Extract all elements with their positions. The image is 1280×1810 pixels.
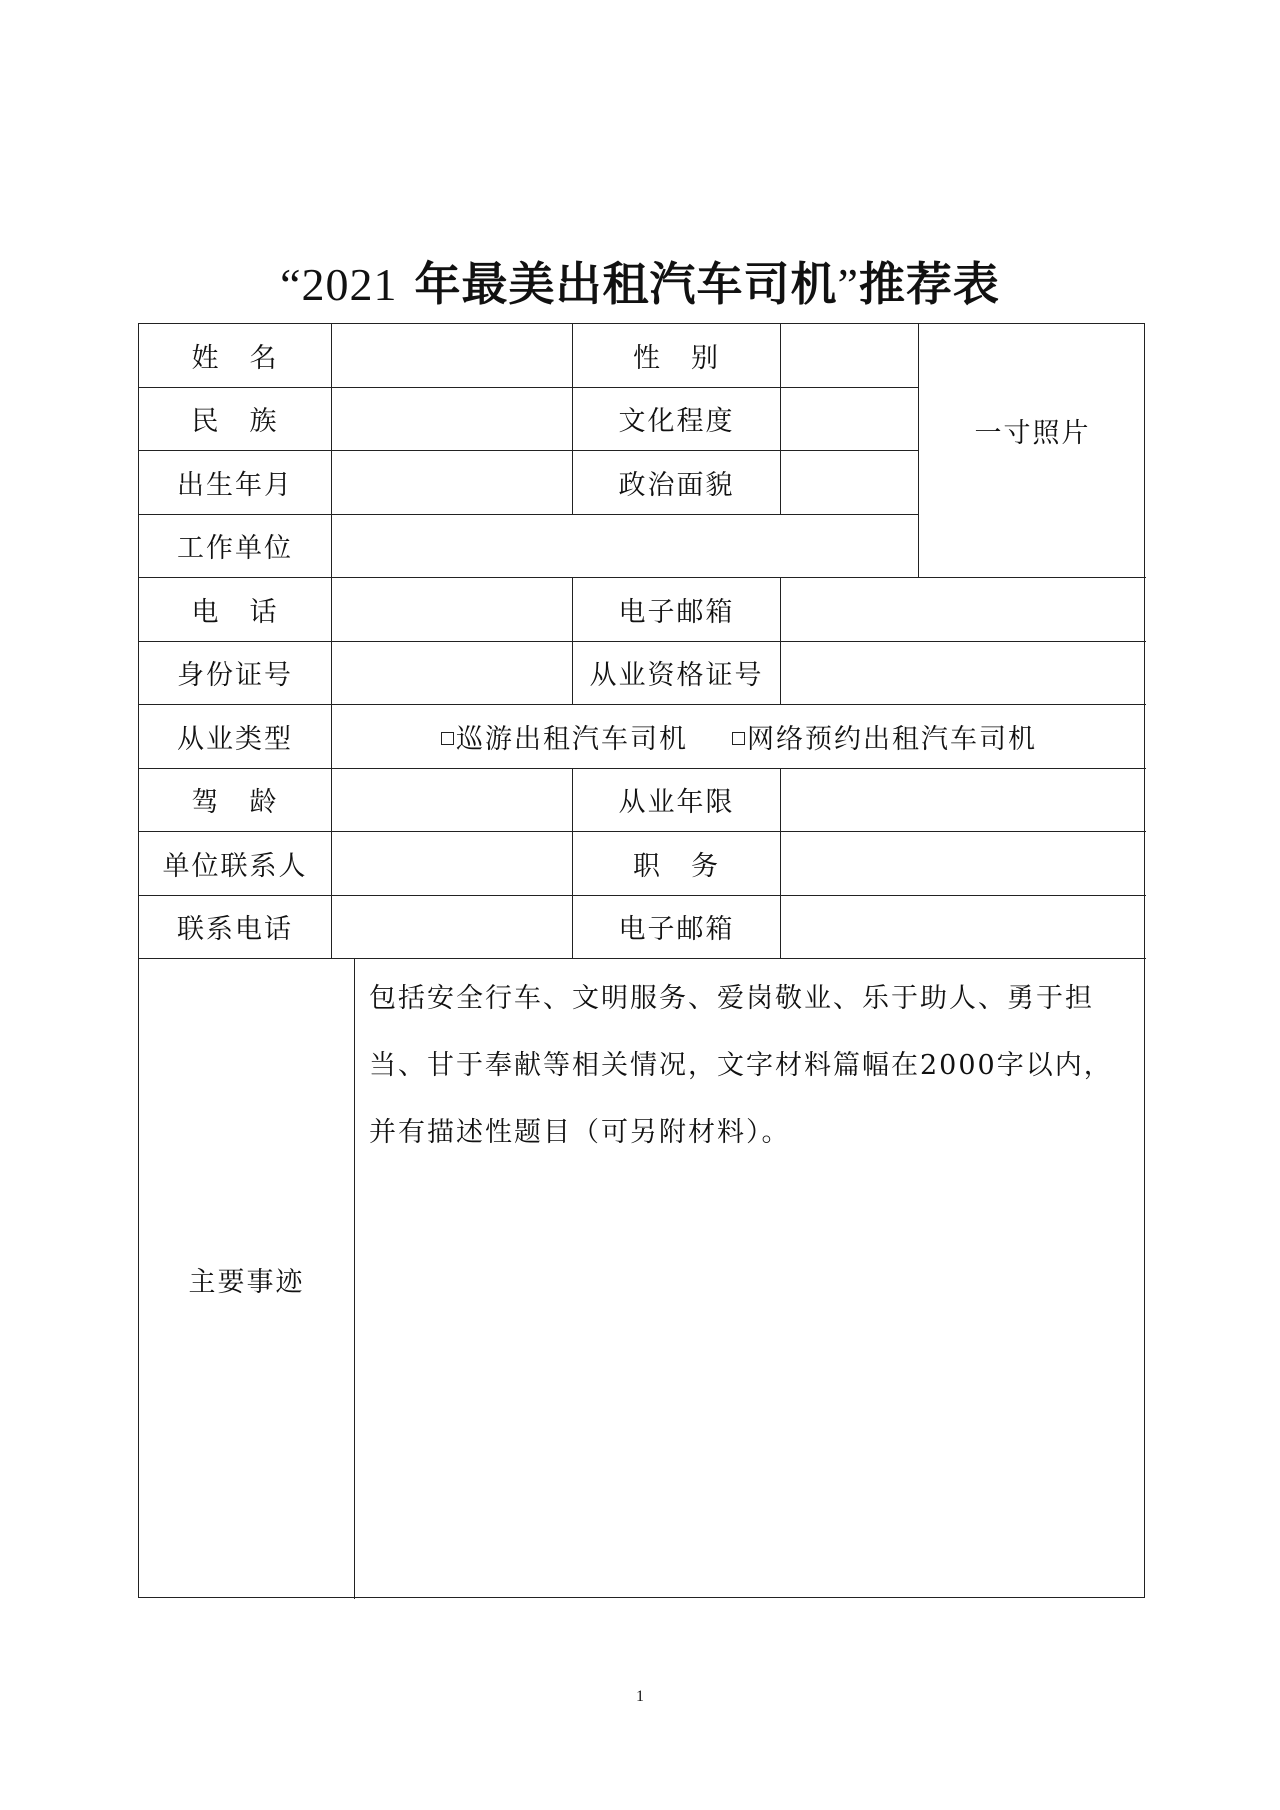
- political-field[interactable]: [781, 451, 919, 515]
- education-field[interactable]: [781, 388, 919, 452]
- type-option-ride-hailing[interactable]: [732, 717, 1037, 756]
- type-options: [332, 705, 1146, 769]
- title-main: 年最美出租汽车司机: [414, 257, 838, 311]
- gender-field[interactable]: [781, 324, 919, 388]
- type-option-taxi[interactable]: [441, 717, 688, 756]
- form-title: [0, 248, 1280, 314]
- contact-email-label: 电子邮箱: [573, 896, 781, 960]
- birth-field[interactable]: [332, 451, 573, 515]
- qualification-label: 从业资格证号: [573, 642, 781, 706]
- id-field[interactable]: [332, 642, 573, 706]
- contact-field[interactable]: [332, 832, 573, 896]
- checkbox-icon[interactable]: [441, 732, 454, 745]
- position-field[interactable]: [781, 832, 1146, 896]
- work-unit-label: 工作单位: [139, 515, 332, 579]
- id-label: 身份证号: [139, 642, 332, 706]
- driving-years-field[interactable]: [332, 769, 573, 833]
- contact-email-field[interactable]: [781, 896, 1146, 960]
- type-label: 从业类型: [139, 705, 332, 769]
- title-open-quote: “: [280, 259, 302, 310]
- deeds-label: 主要事迹: [139, 959, 355, 1599]
- ethnicity-field[interactable]: [332, 388, 573, 452]
- photo-box[interactable]: [919, 324, 1146, 578]
- gender-label: 性 别: [573, 324, 781, 388]
- email-field[interactable]: [781, 578, 1146, 642]
- type-option-taxi-label: 巡游出租汽车司机: [456, 723, 688, 755]
- work-unit-field[interactable]: [332, 515, 919, 579]
- deeds-field[interactable]: [355, 959, 1146, 1599]
- ethnicity-label: 民 族: [139, 388, 332, 452]
- type-option-ride-hailing-label: 网络预约出租汽车司机: [747, 723, 1037, 755]
- qualification-field[interactable]: [781, 642, 1146, 706]
- education-label: 文化程度: [573, 388, 781, 452]
- phone-field[interactable]: [332, 578, 573, 642]
- email-label: 电子邮箱: [573, 578, 781, 642]
- service-years-field[interactable]: [781, 769, 1146, 833]
- contact-label: 单位联系人: [139, 832, 332, 896]
- deeds-instructions: 包括安全行车、文明服务、爱岗敬业、乐于助人、勇于担当、甘于奉献等相关情况，文字材料篇幅在2000字以内，并有描述性题目（可另附材料）。: [369, 983, 1113, 1148]
- photo-label: 一寸照片: [974, 418, 1091, 449]
- checkbox-icon[interactable]: [732, 732, 745, 745]
- title-close-quote: ”: [837, 259, 859, 310]
- title-year: 2021: [301, 259, 398, 310]
- position-label: 职 务: [573, 832, 781, 896]
- phone-label: 电 话: [139, 578, 332, 642]
- page-number: 1: [636, 1688, 644, 1705]
- recommendation-form-table: [138, 323, 1145, 1598]
- birth-label: 出生年月: [139, 451, 332, 515]
- contact-phone-label: 联系电话: [139, 896, 332, 960]
- name-label: 姓 名: [139, 324, 332, 388]
- driving-years-label: 驾 龄: [139, 769, 332, 833]
- service-years-label: 从业年限: [573, 769, 781, 833]
- contact-phone-field[interactable]: [332, 896, 573, 960]
- name-field[interactable]: [332, 324, 573, 388]
- title-suffix: 推荐表: [858, 257, 1000, 311]
- political-label: 政治面貌: [573, 451, 781, 515]
